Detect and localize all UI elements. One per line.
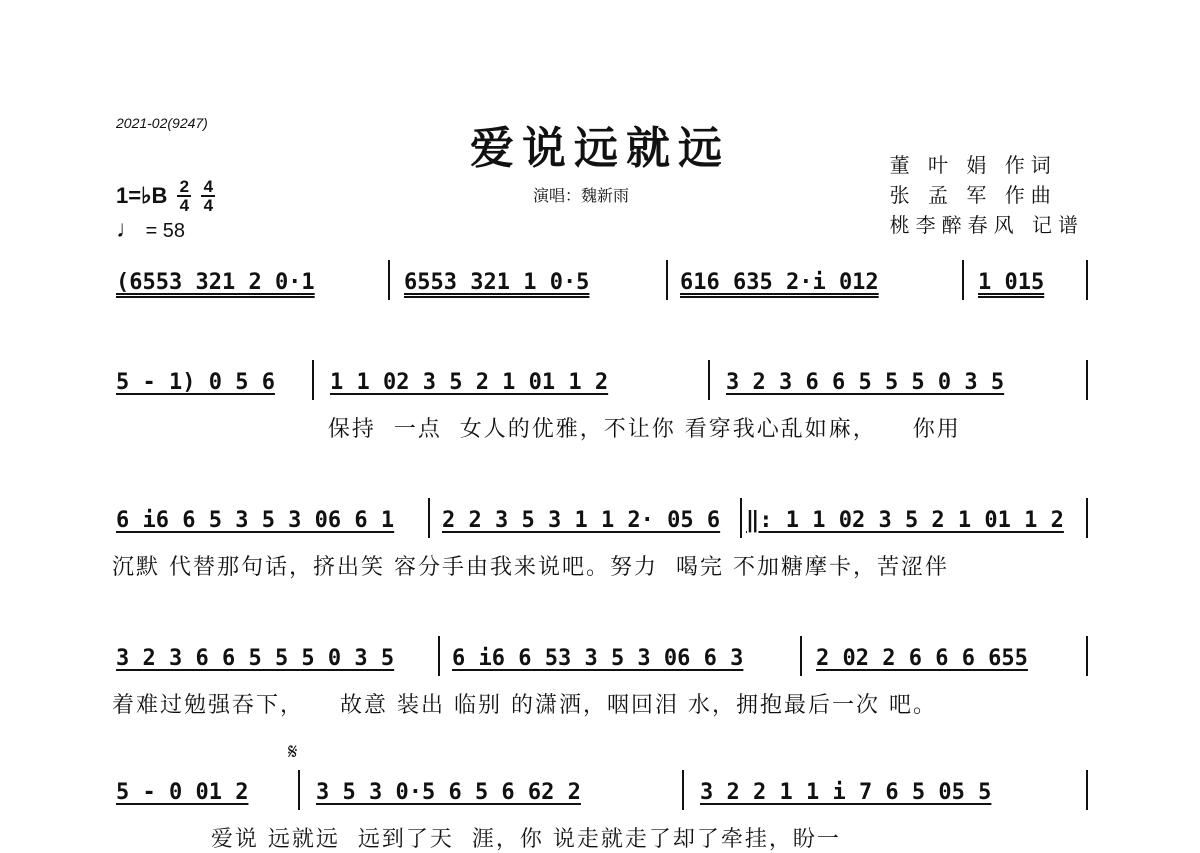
measure: 6 i6 6 5 3 5 3 06 6 1 bbox=[116, 508, 395, 533]
time-signature-2: $\frac{4}{4}$ bbox=[201, 178, 215, 214]
measure: 1 015 bbox=[978, 270, 1045, 295]
measure: 6 i6 6 53 3 5 3 06 6 3 bbox=[452, 646, 744, 671]
score-row-4 bbox=[112, 640, 1088, 718]
measure: 3 5 3 0·5 6 5 6 62 2 bbox=[316, 780, 581, 805]
measure: 3 2 3 6 6 5 5 5 0 3 5 bbox=[116, 646, 395, 671]
measure: 2 02 2 6 6 6 655 bbox=[816, 646, 1028, 671]
measure: 3 2 2 1 1 i 7 6 5 05 5 bbox=[700, 780, 992, 805]
measure: 2 2 3 5 3 1 1 2· 05 6 bbox=[442, 508, 721, 533]
tempo-marking bbox=[116, 216, 185, 244]
singer-credit: 演唱：魏新雨 bbox=[533, 186, 630, 205]
lyrics-line: 着难过勉强吞下， 故意 装出 临别 的潇洒，咽回泪 水，拥抱最后一次 吧。 bbox=[112, 693, 937, 718]
transcriber-credit: 桃李醉春风 记谱 bbox=[889, 213, 1084, 237]
composer-credit: 张 孟 军 作曲 bbox=[889, 183, 1057, 207]
lyrics-line: 沉默 代替那句话，挤出笑 容分手由我来说吧。努力 喝完 不加糖摩卡，苦涩伴 bbox=[112, 555, 949, 580]
key-label: 1=♭B bbox=[116, 183, 168, 208]
measure: 5 - 1) 0 5 6 bbox=[116, 370, 275, 395]
score-code: 2021-02(9247) bbox=[116, 115, 208, 131]
measure: 616 635 2·i 012 bbox=[680, 270, 879, 295]
measure: 1 1 02 3 5 2 1 01 1 2 bbox=[330, 370, 609, 395]
measure: ‖: 1 1 02 3 5 2 1 01 1 2 bbox=[746, 508, 1064, 533]
score-row-5 bbox=[112, 774, 1088, 852]
time-signature-1: $\frac{2}{4}$ bbox=[177, 178, 191, 214]
segno-icon: 𝄋 bbox=[288, 740, 298, 765]
measure: 5 - 0 01 2 bbox=[116, 780, 249, 805]
key-signature bbox=[116, 178, 215, 214]
measure: 3 2 3 6 6 5 5 5 0 3 5 bbox=[726, 370, 1005, 395]
credits-block bbox=[890, 150, 1084, 240]
measure: 6553 321 1 0·5 bbox=[404, 270, 590, 295]
quarter-note-icon: ♩ bbox=[116, 216, 140, 243]
lyricist-credit: 董 叶 娟 作词 bbox=[889, 153, 1057, 177]
score-row-2 bbox=[112, 364, 1088, 442]
score-row-3 bbox=[112, 502, 1088, 580]
song-title: 爱说远就远 bbox=[470, 123, 730, 174]
score-row-1 bbox=[112, 264, 1088, 312]
tempo-value: = 58 bbox=[145, 220, 186, 242]
lyrics-line: 保持 一点 女人的优雅，不让你 看穿我心乱如麻， 你用 bbox=[112, 417, 961, 442]
lyrics-line: 爱说 远就远 远到了天 涯，你 说走就走了却了牵挂，盼一 bbox=[112, 827, 841, 852]
measure: (6553 321 2 0·1 bbox=[116, 270, 315, 295]
